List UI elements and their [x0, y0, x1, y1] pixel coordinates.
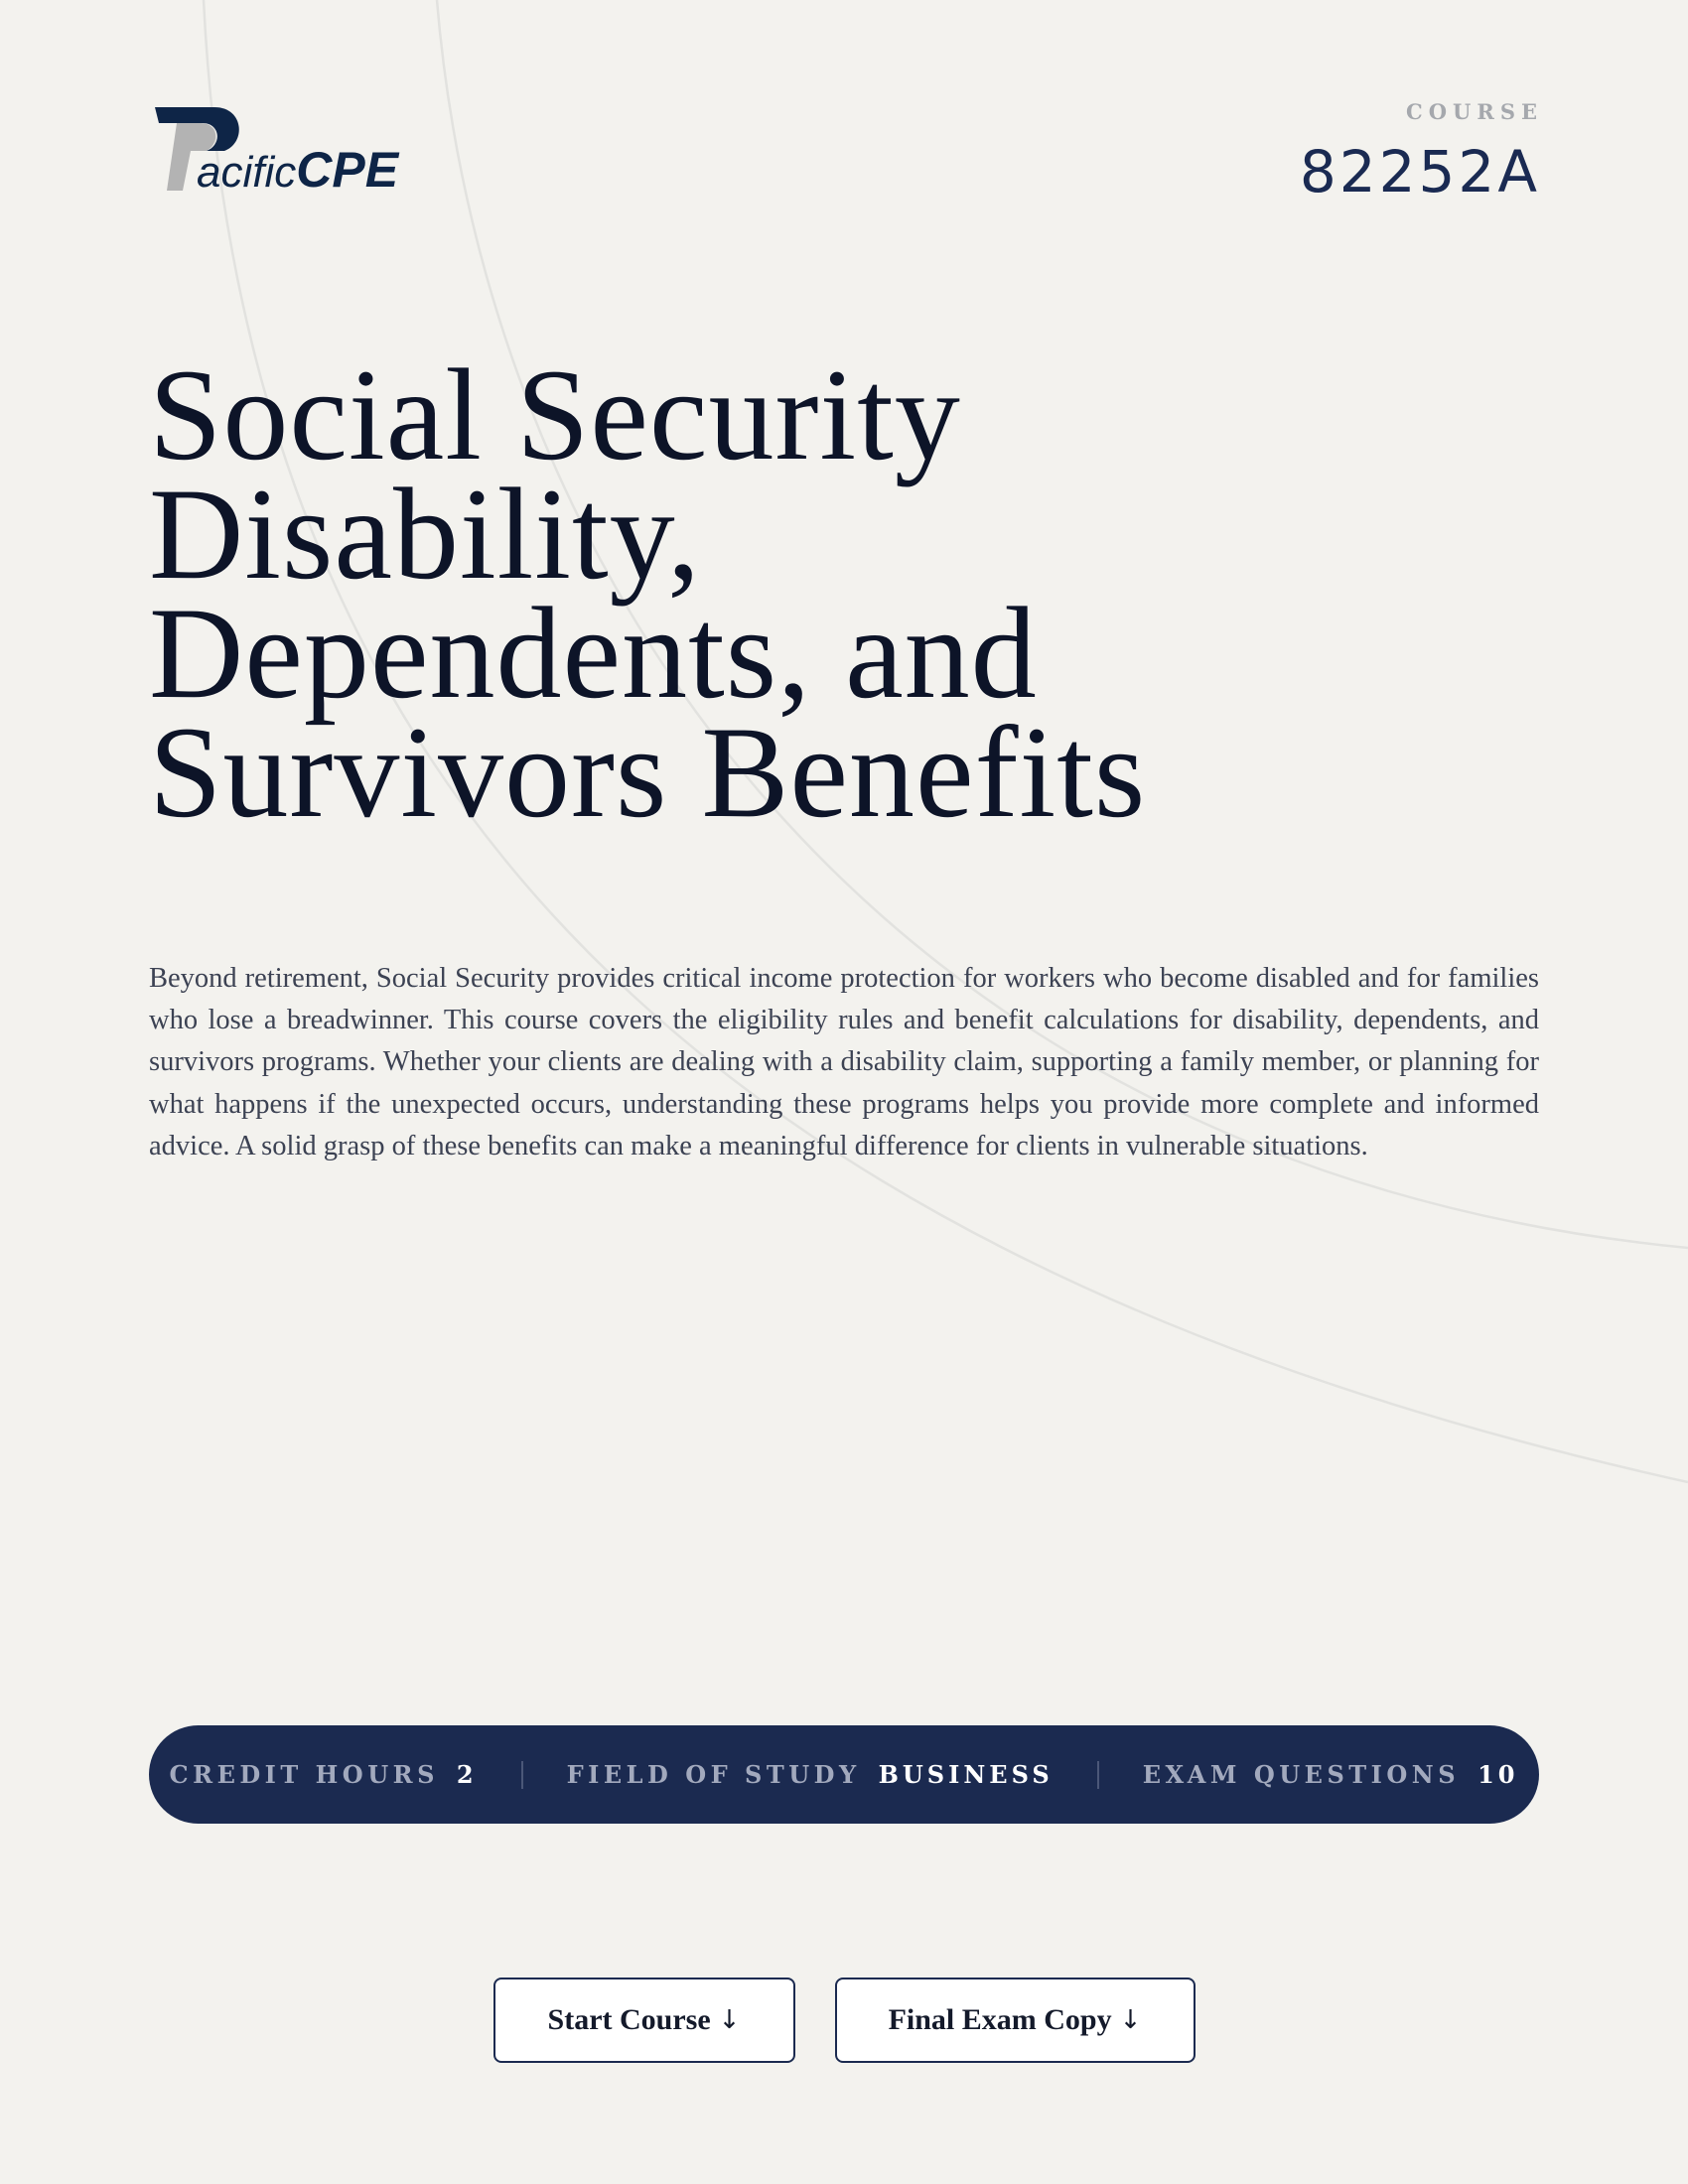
course-label: COURSE	[1406, 99, 1543, 124]
title-line: Dependents, and	[149, 580, 1038, 726]
title-line: Social Security	[149, 341, 961, 487]
final-exam-copy-button[interactable]	[835, 1978, 1196, 2063]
logo-wordmark	[197, 142, 399, 198]
course-code: 82252A	[1299, 138, 1540, 205]
credit-hours-value: 2	[456, 1760, 478, 1789]
course-description: Beyond retirement, Social Security provides critical income protection for workers who become disabled and for families who lose a breadwinner. This course covers the eligibility rules and benefit calculations for disability, dependents, and survivors programs. Whether your clients are dealing with a disability claim, supporting a family member, or planning for what happens if the unexpected occurs, understanding these programs helps you provide more complete and informed advice. A solid grasp of these benefits can make a meaningful difference for clients in vulnerable situations.	[149, 963, 1539, 1161]
course-id-block	[1299, 99, 1543, 205]
field-of-study-item	[567, 1760, 1054, 1789]
pacific-cpe-logo	[155, 105, 413, 201]
start-course-button[interactable]	[493, 1978, 795, 2063]
arrow-down-icon: ↓	[718, 2005, 741, 2035]
exam-questions-value: 10	[1477, 1760, 1519, 1789]
final-exam-copy-label: Final Exam Copy	[888, 2003, 1112, 2036]
field-of-study-value: BUSINESS	[878, 1760, 1054, 1789]
title-line: Disability,	[149, 461, 702, 607]
info-divider	[521, 1761, 523, 1789]
course-info-bar	[149, 1725, 1539, 1824]
action-buttons	[0, 1978, 1688, 2063]
logo-word-acific: acific	[197, 148, 297, 197]
course-title	[149, 341, 1390, 845]
exam-questions-item	[1143, 1760, 1519, 1789]
arrow-down-icon: ↓	[1119, 2005, 1142, 2035]
start-course-label: Start Course	[547, 2003, 711, 2036]
logo-word-cpe: CPE	[296, 142, 399, 198]
title-line: Survivors Benefits	[149, 699, 1147, 845]
exam-questions-label: EXAM QUESTIONS	[1142, 1760, 1461, 1789]
credit-hours-item	[170, 1760, 478, 1789]
info-divider	[1097, 1761, 1099, 1789]
field-of-study-label: FIELD OF STUDY	[566, 1760, 861, 1789]
credit-hours-label: CREDIT HOURS	[169, 1760, 439, 1789]
